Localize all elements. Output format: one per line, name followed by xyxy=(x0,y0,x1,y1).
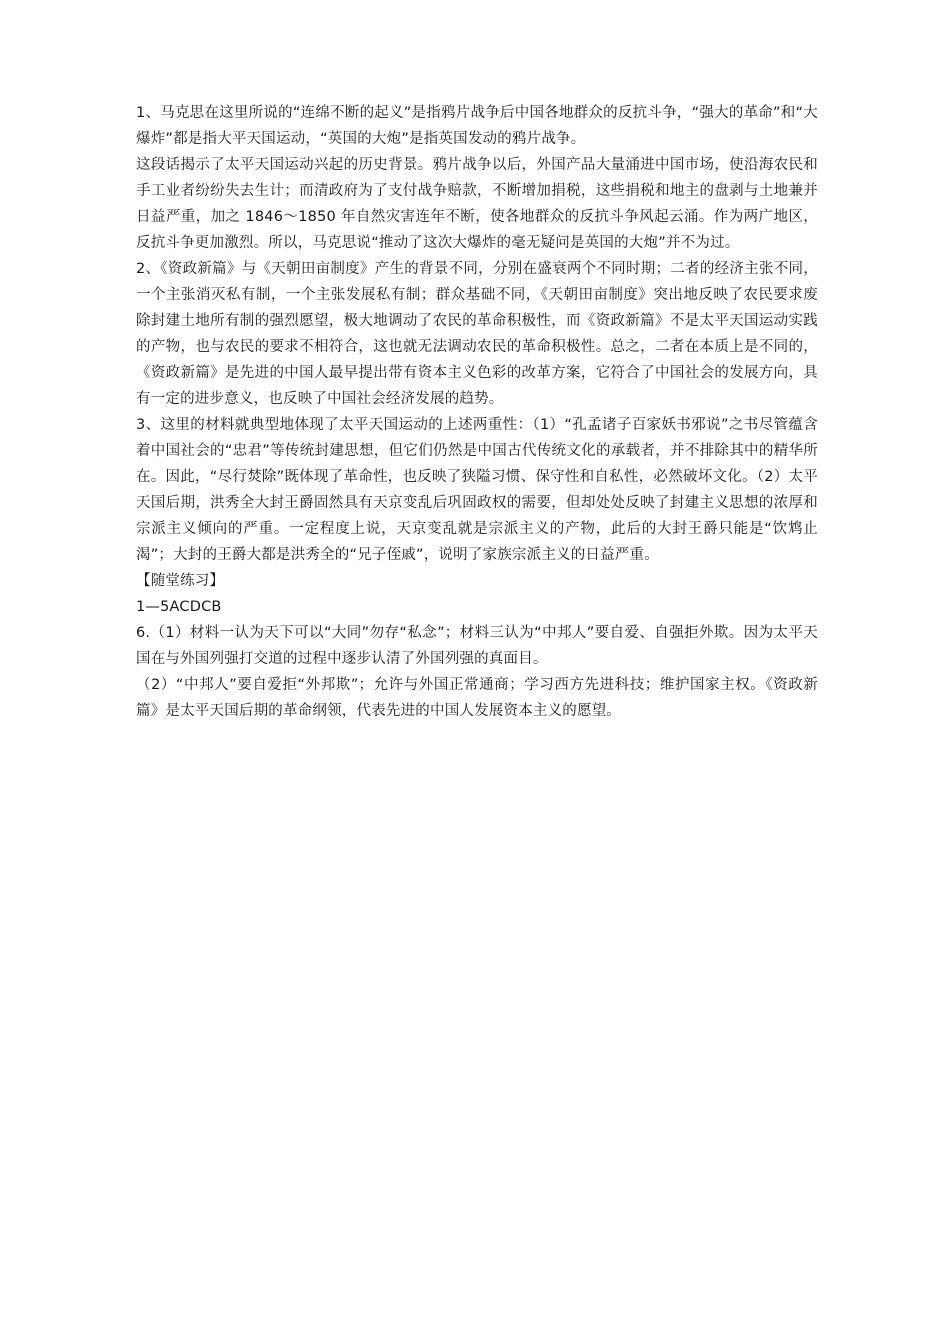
section-heading-practice: 【随堂练习】 xyxy=(136,573,225,589)
answer-2-paragraph: 2、《资政新篇》与《天朝田亩制度》产生的背景不同，分别在盛衰两个不同时期；二者的经济主张不同，一个主张消灭私有制，一个主张发展私有制；群众基础不同，《天朝田亩制度》突出地反映了农民要求废除封建土地所有制的强烈愿望，极大地调动了农民的革命积极性，而《资政新篇》不是太平天国运动实践的产物，也与农民的要求不相符合，这也就无法调动农民的革命积极性。总之，二者在本质上是不同的，《资政新篇》是先进的中国人最早提出带有资本主义色彩的改革方案，它符合了中国社会的发展方向，具有一定的进步意义，也反映了中国社会经济发展的趋势。 xyxy=(136,261,818,407)
answer-6-part-2-paragraph: （2）“中邦人”要自爱拒“外邦欺”；允许与外国正常通商；学习西方先进科技；维护国家主权。《资政新篇》是太平天国后期的革命纲领，代表先进的中国人发展资本主义的愿望。 xyxy=(136,677,818,719)
answer-1-paragraph: 1、马克思在这里所说的“连绵不断的起义”是指鸦片战争后中国各地群众的反抗斗争，“强大的革命”和“大爆炸”都是指大平天国运动，“英国的大炮”是指英国发动的鸦片战争。 xyxy=(136,105,818,147)
answer-3-paragraph: 3、这里的材料就典型地体现了太平天国运动的上述两重性：（1）“孔孟诸子百家妖书邪说”之书尽管蕴含着中国社会的“忠君”等传统封建思想，但它们仍然是中国古代传统文化的承载者，并不排除其中的精华所在。因此，“尽行焚除”既体现了革命性，也反映了狭隘习惯、保守性和自私性，必然破坏文化。（2）太平天国后期，洪秀全大封王爵固然具有天京变乱后巩固政权的需要，但却处处反映了封建主义思想的浓厚和宗派主义倾向的严重。一定程度上说，天京变乱就是宗派主义的产物，此后的大封王爵只能是“饮鸩止渴”；大封的王爵大都是洪秀全的“兄子侄戚”，说明了家族宗派主义的日益严重。 xyxy=(136,417,818,563)
answer-6-part-1-paragraph: 6.（1）材料一认为天下可以“大同”勿存“私念”；材料三认为“中邦人”要自爱、自强拒外欺。因为太平天国在与外国列强打交道的过程中逐步认清了外国列强的真面目。 xyxy=(136,625,818,667)
background-paragraph: 这段话揭示了太平天国运动兴起的历史背景。鸦片战争以后，外国产品大量涌进中国市场，使沿海农民和手工业者纷纷失去生计；而清政府为了支付战争赔款，不断增加捐税，这些捐税和地主的盘剥与土地兼并日益严重，加之 1846～1850 年自然灾害连年不断，使各地群众的反抗斗争风起云涌。作为两广地区，反抗斗争更加激烈。所以，马克思说“推动了这次大爆炸的毫无疑问是英国的大炮”并不为过。 xyxy=(136,157,818,251)
multiple-choice-answers: 1—5ACDCB xyxy=(136,599,222,615)
document-body xyxy=(136,100,818,724)
